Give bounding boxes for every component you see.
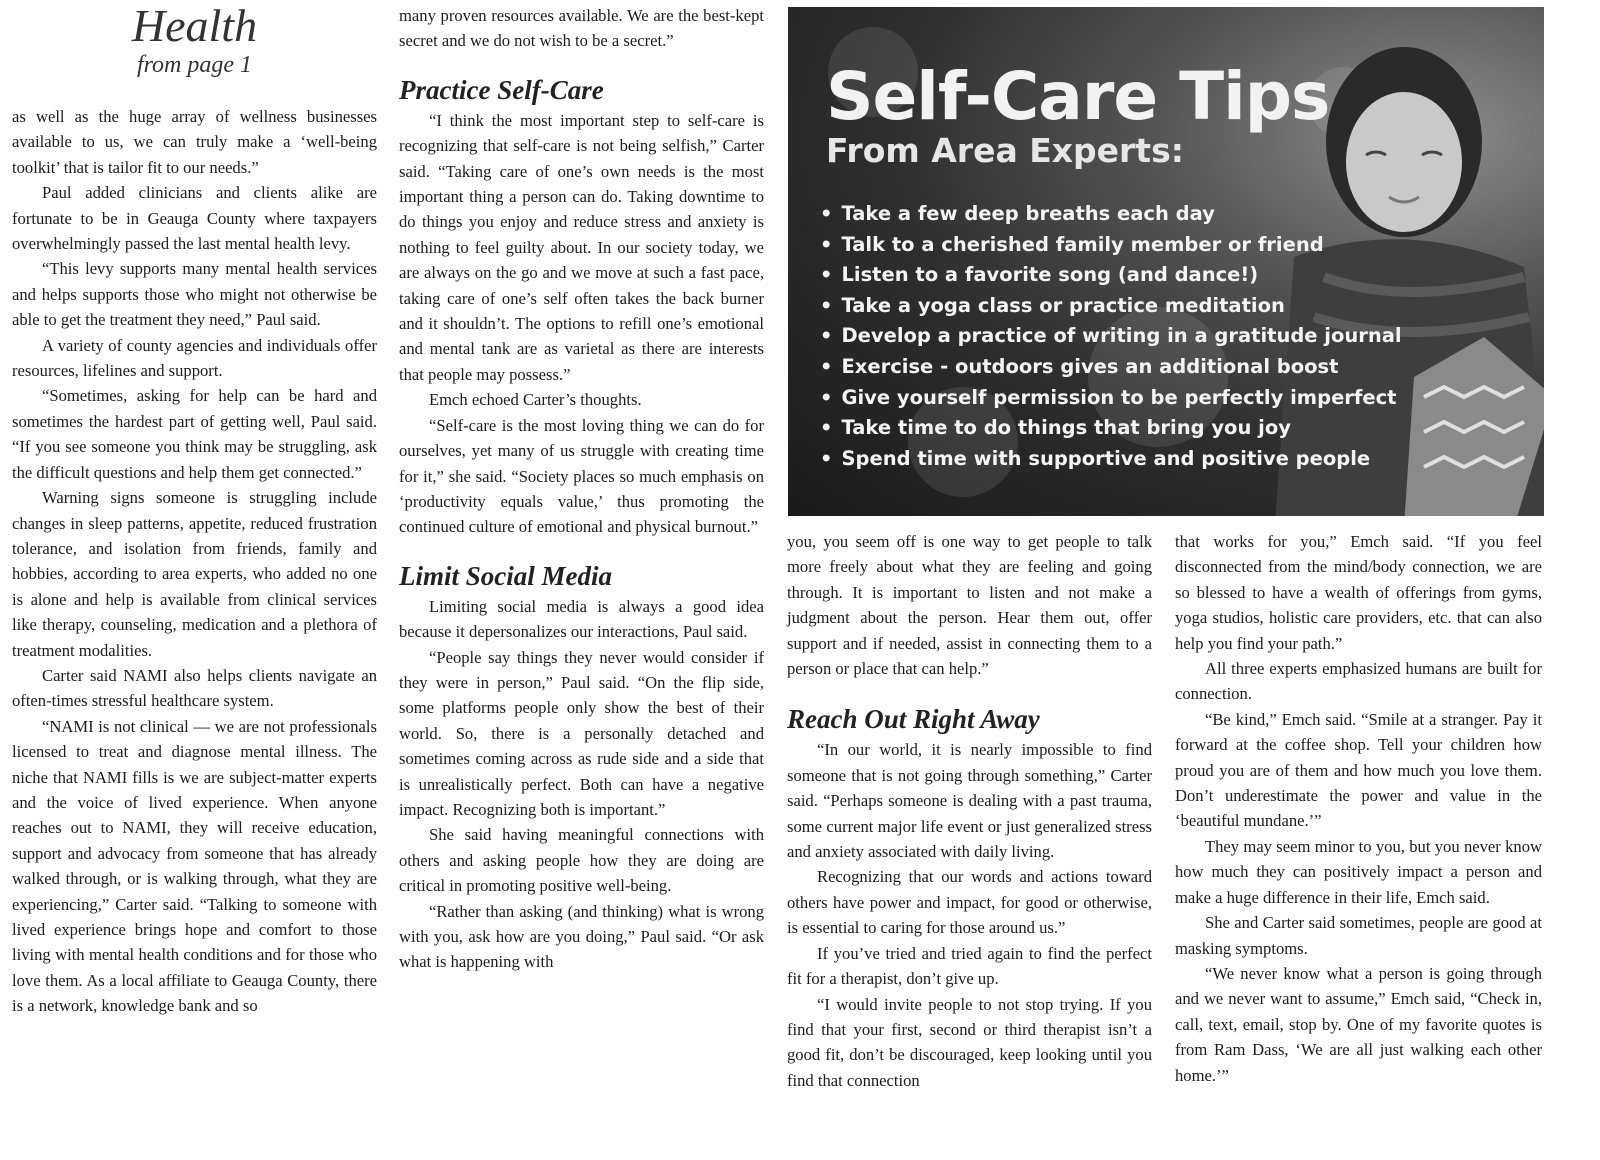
subheading-reach-out-right-away: Reach Out Right Away (787, 704, 1040, 735)
paragraph: Paul added clinicians and clients alike are fortunate to be in Geauga County where taxpayers overwhelmingly passed the last mental health levy. (12, 183, 377, 254)
tip-item: • Take a yoga class or practice meditation (820, 291, 1402, 322)
paragraph: “Be kind,” Emch said. “Smile at a stranger. Pay it forward at the coffee shop. Tell your children how proud you are of them and how much you love them. Don’t underestimate the power and value in the ‘beautiful mundane.’” (1175, 709, 1542, 831)
paragraph: you, you seem off is one way to get people to talk more freely about what they are feeling and going through. It is important to listen and not make a judgment about the person. Hear them out, offer support and if needed, assist in connecting them to a person or place that can help.” (787, 532, 1152, 679)
paragraph: “Self-care is the most loving thing we can do for ourselves, yet many of us struggle with creating time for it,” she said. “Society places so much emphasis on ‘productivity equals value,’ thus promoting the continued culture of emotional and physical burnout.” (399, 415, 764, 537)
paragraph: Warning signs someone is struggling include changes in sleep patterns, appetite, reduced frustration tolerance, and isolation from friends, family and hobbies, according to area experts, who added no one is alone and help is available from clinical services like therapy, counseling, medication and a plethora of treatment modalities. (12, 488, 377, 660)
paragraph: They may seem minor to you, but you never know how much they can positively impact a person and make a huge difference in their life, Emch said. (1175, 836, 1542, 907)
paragraph: She said having meaningful connections with others and asking people how they are doing are critical in promoting positive well-being. (399, 825, 764, 896)
tip-item: • Spend time with supportive and positive people (820, 444, 1402, 475)
tip-item: • Give yourself permission to be perfectly imperfect (820, 383, 1402, 414)
tips-subtitle: From Area Experts: (826, 131, 1184, 170)
section-masthead (12, 0, 377, 80)
jump-line: from page 1 (136, 52, 253, 78)
tip-item: • Listen to a favorite song (and dance!) (820, 260, 1402, 291)
paragraph: A variety of county agencies and individuals offer resources, lifelines and support. (12, 335, 377, 381)
tip-item: • Talk to a cherished family member or friend (820, 230, 1402, 261)
tips-list (820, 199, 1402, 474)
paragraph: Recognizing that our words and actions toward others have power and impact, for good or otherwise, is essential to caring for those around us.” (787, 867, 1152, 938)
paragraph: “NAMI is not clinical — we are not professionals licensed to treat and diagnose mental illness. The niche that NAMI fills is we are subject-matter experts and the voice of lived experience. When anyone reaches out to NAMI, they will receive education, support and advocacy from someone that has already walked through, or is walking through, what they are experiencing,” Carter said. “Talking to someone with lived experience brings hope and comfort to those living with mental health conditions and for those who love them. As a local affiliate to Geauga County, there is a network, knowledge bank and so (12, 716, 377, 1016)
article-column-2 (399, 3, 764, 975)
paragraph: “I would invite people to not stop trying. If you find that your first, second or third therapist isn’t a good fit, don’t be discouraged, keep looking until you find that connection (787, 994, 1152, 1090)
paragraph: that works for you,” Emch said. “If you feel disconnected from the mind/body connection, we are so blessed to have a wealth of offerings from gyms, yoga studios, holistic care providers, etc. that can also help you find your path.” (1175, 532, 1542, 653)
article-column-1 (12, 104, 377, 1019)
subheading-practice-self-care: Practice Self-Care (399, 74, 604, 105)
paragraph: “Sometimes, asking for help can be hard and sometimes the hardest part of getting well, Paul said. “If you see someone you think may be struggling, ask the difficult questions and help them get connected.” (12, 386, 377, 482)
paragraph: Emch echoed Carter’s thoughts. (429, 390, 642, 410)
paragraph: Carter said NAMI also helps clients navigate an often-times stressful healthcare system. (12, 665, 377, 711)
paragraph: many proven resources available. We are the best-kept secret and we do not wish to be a secret.” (399, 6, 764, 51)
paragraph: “This levy supports many mental health services and helps supports those who might not otherwise be able to get the treatment they need,” Paul said. (12, 259, 377, 330)
article-column-3 (787, 529, 1152, 1093)
paragraph: She and Carter said sometimes, people are good at masking symptoms. (1175, 913, 1542, 958)
paragraph: Limiting social media is always a good idea because it depersonalizes our interactions, Paul said. (399, 596, 764, 642)
paragraph: “I think the most important step to self-care is recognizing that self-care is not being selfish,” Carter said. “Taking care of one’s own needs is the most important thing a person can do. Taking downtime to do things you enjoy and reduce stress and anxiety is nothing to feel guilty about. In our society today, we are always on the go and we move at such a fast pace, taking care of one’s self often takes the back burner and it shouldn’t. The options to refill one’s emotional and mental tank are as varietal as there are interests that people may possess.” (399, 110, 764, 384)
paragraph: “People say things they never would consider if they were in person,” Paul said. “On the flip side, some platforms people only show the best of their world. So, there is a personally detached and sometimes coming across as rude side and a side that is unrealistically perfect. Both can have a negative impact. Recognizing both is important.” (399, 647, 764, 819)
tip-item: • Exercise - outdoors gives an additional boost (820, 352, 1402, 383)
paragraph: “In our world, it is nearly impossible to find someone that is not going through something,” Carter said. “Perhaps someone is dealing with a past trauma, some current major life event or just generalized stress and anxiety associated with daily living. (787, 740, 1152, 862)
tip-item: • Take time to do things that bring you joy (820, 413, 1402, 444)
tip-item: • Take a few deep breaths each day (820, 199, 1402, 230)
tips-title: Self-Care Tips (826, 58, 1330, 135)
paragraph: “Rather than asking (and thinking) what is wrong with you, ask how are you doing,” Paul said. “Or ask what is happening with (399, 901, 764, 972)
paragraph: “We never know what a person is going through and we never want to assume,” Emch said, “Check in, call, text, email, stop by. One of my favorite quotes is from Ram Dass, ‘We are all just walking each other home.’” (1175, 963, 1542, 1085)
paragraph: If you’ve tried and tried again to find the perfect fit for a therapist, don’t give up. (787, 943, 1152, 989)
paragraph: as well as the huge array of wellness businesses available to us, we can truly make a ‘well-being toolkit’ that is tailor fit to our needs.” (12, 107, 377, 177)
section-title: Health (131, 0, 258, 51)
tip-item: • Develop a practice of writing in a gratitude journal (820, 321, 1402, 352)
article-column-4 (1175, 529, 1542, 1088)
paragraph: All three experts emphasized humans are built for connection. (1175, 659, 1542, 704)
subheading-limit-social-media: Limit Social Media (399, 560, 612, 591)
self-care-tips-photo-box (788, 7, 1544, 516)
